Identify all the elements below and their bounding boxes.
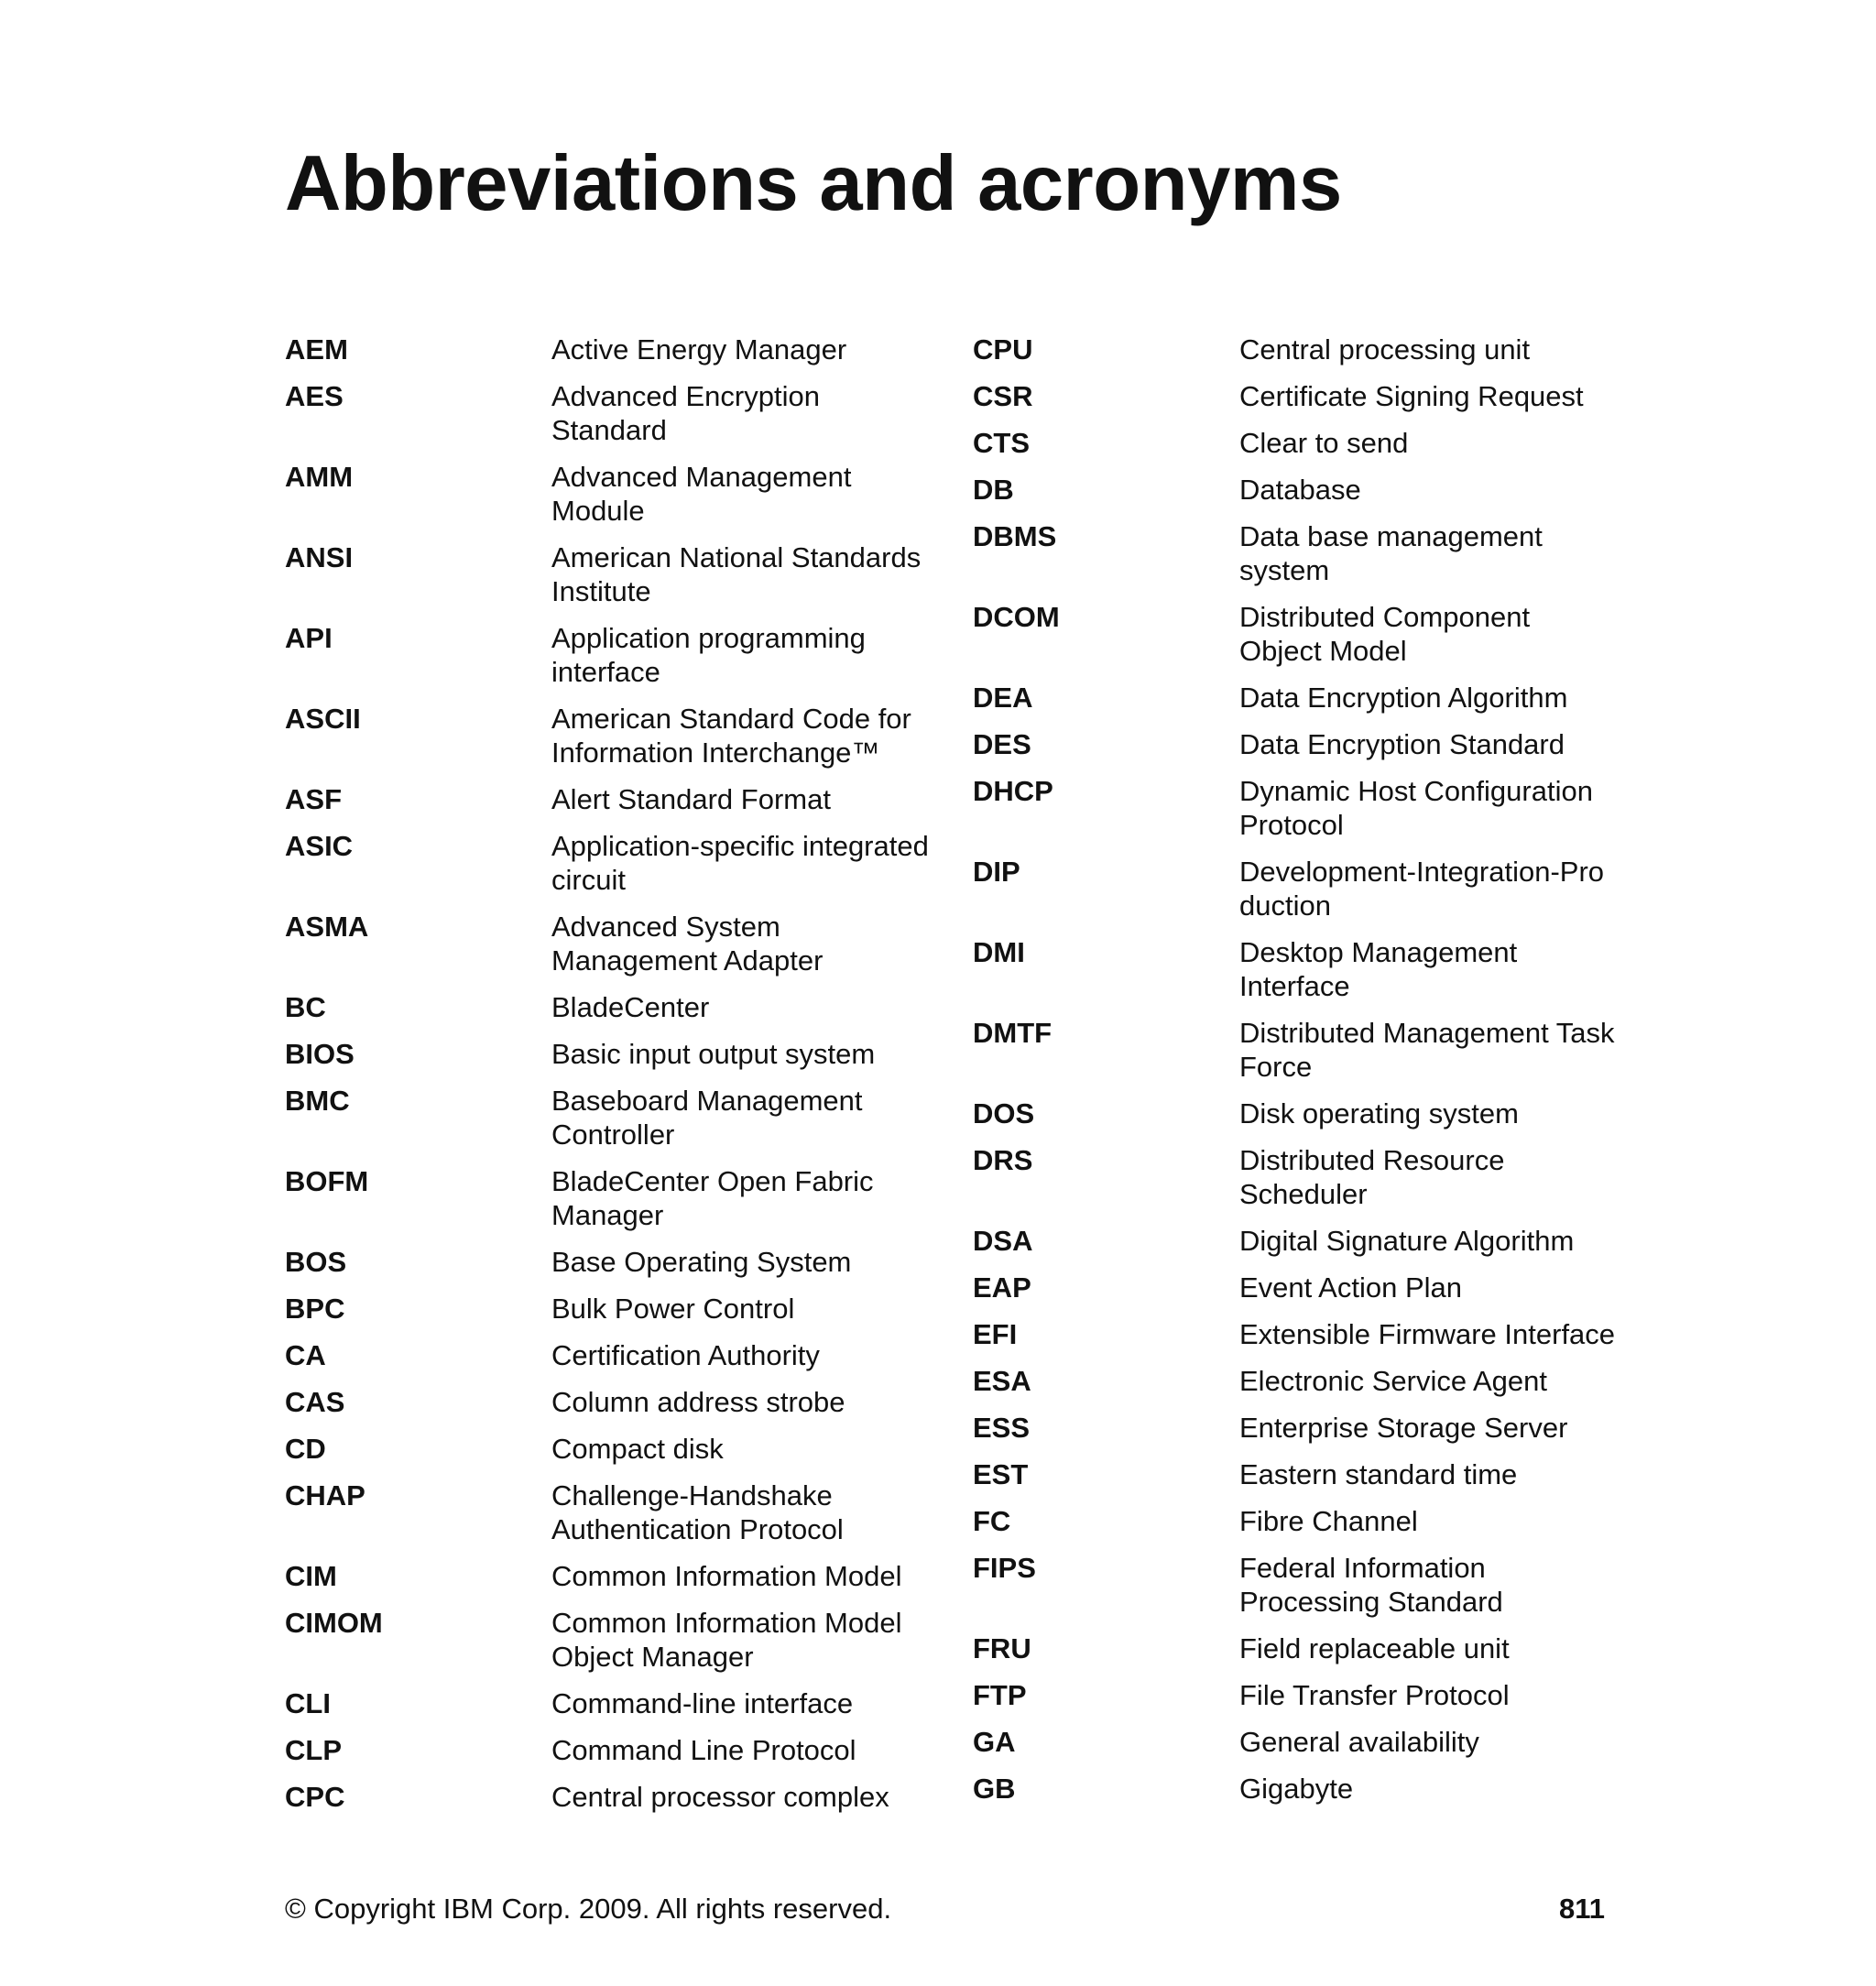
glossary-entry — [285, 702, 932, 769]
glossary-term: FIPS — [973, 1552, 1036, 1584]
glossary-entry — [973, 519, 1632, 587]
glossary-entry — [285, 990, 932, 1024]
glossary-definition: Distributed Component Object Model — [1239, 601, 1531, 667]
glossary-entry — [973, 379, 1632, 413]
glossary-definition: Enterprise Storage Server — [1239, 1412, 1568, 1444]
glossary-definition: Basic input output system — [551, 1038, 876, 1070]
glossary-definition: Data Encryption Algorithm — [1239, 682, 1568, 714]
glossary-entry — [285, 1164, 932, 1232]
glossary-term: DBMS — [973, 520, 1057, 552]
glossary-entry — [285, 333, 932, 366]
glossary-entry — [973, 1725, 1632, 1759]
glossary-column-left — [285, 333, 932, 1827]
glossary-entry — [285, 1084, 932, 1151]
glossary-entry — [285, 1606, 932, 1674]
glossary-definition: Application-specific integrated circuit — [551, 830, 929, 896]
glossary-entry — [285, 379, 932, 447]
glossary-term: DSA — [973, 1225, 1033, 1257]
glossary-term: BPC — [285, 1293, 345, 1325]
glossary-column-right — [973, 333, 1632, 1818]
glossary-entry — [285, 1780, 932, 1814]
glossary-entry — [973, 774, 1632, 842]
glossary-term: ANSI — [285, 541, 354, 573]
glossary-entry — [285, 1432, 932, 1466]
glossary-entry — [285, 621, 932, 689]
glossary-entry — [285, 1479, 932, 1546]
glossary-term: FRU — [973, 1632, 1031, 1664]
glossary-definition: American Standard Code for Information Interchange™ — [551, 703, 911, 769]
glossary-term: CHAP — [285, 1479, 365, 1511]
glossary-definition: Command-line interface — [551, 1687, 854, 1719]
glossary-term: BOS — [285, 1246, 347, 1278]
glossary-entry — [285, 1385, 932, 1419]
glossary-definition: Event Action Plan — [1239, 1271, 1462, 1304]
glossary-definition: Eastern standard time — [1239, 1458, 1518, 1490]
glossary-term: CPC — [285, 1781, 345, 1813]
glossary-definition: Extensible Firmware Interface — [1239, 1318, 1616, 1350]
glossary-term: AMM — [285, 461, 354, 493]
glossary-term: GB — [973, 1773, 1016, 1805]
glossary-entry — [973, 1271, 1632, 1304]
glossary-definition: Federal Information Processing Standard — [1239, 1552, 1503, 1618]
glossary-definition: Application programming interface — [551, 622, 866, 688]
glossary-definition: Base Operating System — [551, 1246, 852, 1278]
glossary-definition: Bulk Power Control — [551, 1293, 795, 1325]
glossary-entry — [973, 1504, 1632, 1538]
glossary-entry — [973, 1016, 1632, 1084]
glossary-definition: Command Line Protocol — [551, 1734, 856, 1766]
glossary-term: FTP — [973, 1679, 1027, 1711]
glossary-term: ESS — [973, 1412, 1031, 1444]
glossary-definition: Data base management system — [1239, 520, 1543, 586]
glossary-definition: Compact disk — [551, 1433, 724, 1465]
glossary-term: CA — [285, 1339, 326, 1371]
glossary-entry — [973, 1411, 1632, 1445]
glossary-term: DEA — [973, 682, 1033, 714]
glossary-term: CSR — [973, 380, 1033, 412]
glossary-term: AEM — [285, 333, 348, 366]
glossary-definition: American National Standards Institute — [551, 541, 922, 607]
glossary-term: ESA — [973, 1365, 1031, 1397]
glossary-term: DB — [973, 474, 1014, 506]
glossary-entry — [973, 1364, 1632, 1398]
glossary-term: CLI — [285, 1687, 331, 1719]
glossary-entry — [973, 333, 1632, 366]
glossary-definition: General availability — [1239, 1726, 1479, 1758]
glossary-term: DHCP — [973, 775, 1053, 807]
glossary-definition: BladeCenter — [551, 991, 710, 1023]
glossary-definition: Database — [1239, 474, 1361, 506]
glossary-entry — [973, 426, 1632, 460]
glossary-term: DOS — [973, 1097, 1035, 1129]
glossary-term: EST — [973, 1458, 1029, 1490]
glossary-definition: Electronic Service Agent — [1239, 1365, 1548, 1397]
glossary-definition: Certificate Signing Request — [1239, 380, 1584, 412]
glossary-definition: Distributed Resource Scheduler — [1239, 1144, 1505, 1210]
glossary-term: API — [285, 622, 333, 654]
glossary-entry — [285, 1245, 932, 1279]
glossary-definition: Fibre Channel — [1239, 1505, 1418, 1537]
glossary-definition: Baseboard Management Controller — [551, 1085, 863, 1151]
glossary-definition: Alert Standard Format — [551, 783, 831, 815]
glossary-definition: Field replaceable unit — [1239, 1632, 1510, 1664]
glossary-entry — [285, 1292, 932, 1326]
glossary-entry — [973, 1551, 1632, 1619]
glossary-entry — [285, 910, 932, 977]
glossary-term: EFI — [973, 1318, 1018, 1350]
glossary-entry — [285, 540, 932, 608]
glossary-term: CD — [285, 1433, 326, 1465]
glossary-term: ASCII — [285, 703, 361, 735]
glossary-entry — [285, 460, 932, 528]
glossary-definition: Advanced Management Module — [551, 461, 852, 527]
glossary-entry — [973, 1631, 1632, 1665]
glossary-definition: Column address strobe — [551, 1386, 845, 1418]
glossary-entry — [973, 600, 1632, 668]
glossary-definition: Desktop Management Interface — [1239, 936, 1518, 1002]
glossary-definition: Development-Integration-Pro duction — [1239, 856, 1605, 922]
glossary-definition: Dynamic Host Configuration Protocol — [1239, 775, 1593, 841]
glossary-term: DMI — [973, 936, 1025, 968]
glossary-term: EAP — [973, 1271, 1031, 1304]
glossary-term: DMTF — [973, 1017, 1053, 1049]
glossary-definition: Advanced System Management Adapter — [551, 911, 823, 977]
glossary-definition: Active Energy Manager — [551, 333, 847, 366]
copyright-notice: © Copyright IBM Corp. 2009. All rights reserved. — [285, 1893, 892, 1925]
glossary-entry — [973, 1143, 1632, 1211]
glossary-term: ASMA — [285, 911, 369, 943]
page-number: 811 — [1558, 1893, 1605, 1925]
glossary-term: DCOM — [973, 601, 1060, 633]
glossary-term: CPU — [973, 333, 1033, 366]
page-footer — [285, 1892, 1605, 1926]
glossary-entry — [973, 681, 1632, 715]
glossary-term: DRS — [973, 1144, 1033, 1176]
glossary-term: CLP — [285, 1734, 342, 1766]
glossary-definition: Distributed Management Task Force — [1239, 1017, 1615, 1083]
glossary-term: BMC — [285, 1085, 350, 1117]
glossary-term: DIP — [973, 856, 1020, 888]
page-title: Abbreviations and acronyms — [285, 140, 1342, 227]
glossary-entry — [285, 829, 932, 897]
glossary-entry — [973, 855, 1632, 922]
glossary-definition: Advanced Encryption Standard — [551, 380, 820, 446]
glossary-term: CTS — [973, 427, 1030, 459]
glossary-entry — [973, 1317, 1632, 1351]
glossary-definition: Common Information Model — [551, 1560, 902, 1592]
glossary-definition: Challenge-Handshake Authentication Protocol — [551, 1479, 844, 1545]
glossary-term: ASIC — [285, 830, 354, 862]
glossary-definition: Certification Authority — [551, 1339, 820, 1371]
glossary-definition: Gigabyte — [1239, 1773, 1354, 1805]
glossary-definition: Data Encryption Standard — [1239, 728, 1565, 760]
glossary-definition: Common Information Model Object Manager — [551, 1607, 902, 1673]
glossary-definition: File Transfer Protocol — [1239, 1679, 1510, 1711]
glossary-term: ASF — [285, 783, 342, 815]
glossary-term: GA — [973, 1726, 1016, 1758]
glossary-entry — [973, 727, 1632, 761]
glossary-term: CIMOM — [285, 1607, 383, 1639]
glossary-definition: Central processor complex — [551, 1781, 889, 1813]
glossary-entry — [973, 473, 1632, 507]
glossary-entry — [285, 782, 932, 816]
glossary-definition: Digital Signature Algorithm — [1239, 1225, 1575, 1257]
glossary-term: DES — [973, 728, 1031, 760]
glossary-term: BOFM — [285, 1165, 369, 1197]
glossary-entry — [973, 1097, 1632, 1130]
glossary-definition: Central processing unit — [1239, 333, 1531, 366]
glossary-definition: BladeCenter Open Fabric Manager — [551, 1165, 874, 1231]
glossary-term: BIOS — [285, 1038, 354, 1070]
glossary-term: CIM — [285, 1560, 337, 1592]
glossary-entry — [973, 1678, 1632, 1712]
glossary-entry — [973, 1772, 1632, 1806]
glossary-entry — [285, 1037, 932, 1071]
glossary-entry — [973, 1224, 1632, 1258]
glossary-entry — [973, 1457, 1632, 1491]
glossary-entry — [973, 935, 1632, 1003]
glossary-term: BC — [285, 991, 326, 1023]
glossary-entry — [285, 1338, 932, 1372]
glossary-entry — [285, 1733, 932, 1767]
glossary-definition: Disk operating system — [1239, 1097, 1519, 1129]
glossary-term: FC — [973, 1505, 1011, 1537]
glossary-entry — [285, 1559, 932, 1593]
glossary-term: AES — [285, 380, 344, 412]
glossary-definition: Clear to send — [1239, 427, 1409, 459]
glossary-entry — [285, 1686, 932, 1720]
glossary-term: CAS — [285, 1386, 345, 1418]
